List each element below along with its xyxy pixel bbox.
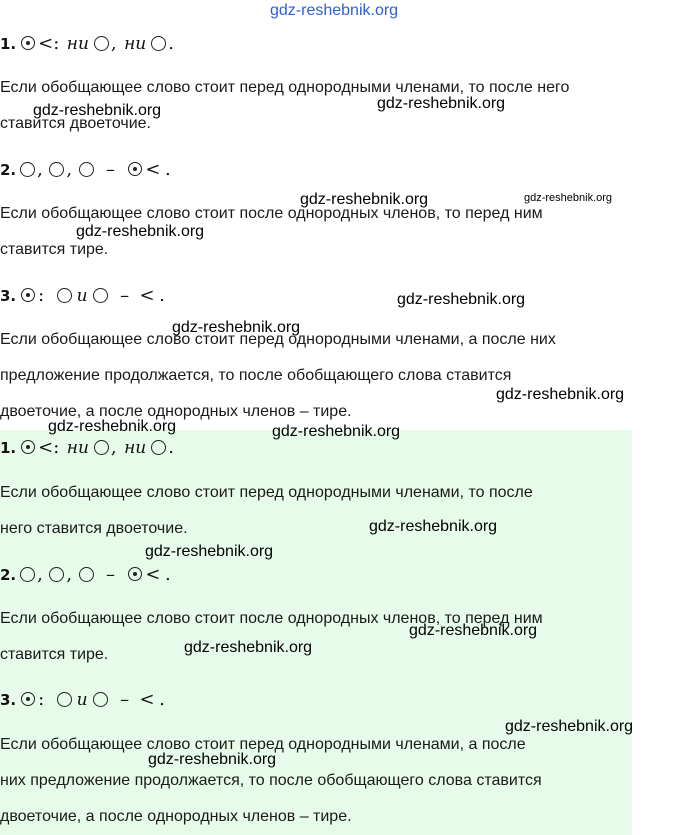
homogeneous-member-icon [79, 567, 94, 582]
homogeneous-member-icon [94, 36, 109, 51]
watermark: gdz-reshebnik.org [524, 192, 613, 204]
generalizing-word-icon [21, 288, 35, 302]
watermark: gdz-reshebnik.org [505, 718, 634, 735]
schema-3: 3. : и – < . [0, 285, 165, 306]
homogeneous-member-icon [151, 36, 166, 51]
watermark: gdz-reshebnik.org [48, 418, 177, 435]
homogeneous-member-icon [79, 162, 94, 177]
generalizing-word-icon [21, 692, 35, 706]
rule-paragraph-3: Если обобщающее слово стоит перед однородными членами, а после них предложение продолжается, то после обобщающего слова ставится двоеточие, а после однородных членов – тире. [0, 331, 556, 420]
homogeneous-member-icon [49, 162, 64, 177]
schema-2: 2. , , – < . [0, 159, 171, 180]
watermark: gdz-reshebnik.org [369, 518, 498, 535]
watermark: gdz-reshebnik.org [184, 639, 313, 656]
homogeneous-member-icon [151, 440, 166, 455]
generalizing-word-icon [128, 567, 142, 581]
schema-3-answer: 3. : и – < . [0, 689, 165, 710]
rule-paragraph-3-answer: Если обобщающее слово стоит перед однородными членами, а после них предложение продолжается, то после обобщающего слова ставится двоеточие, а после однородных членов – тире. [0, 736, 542, 825]
watermark: gdz-reshebnik.org [377, 95, 506, 112]
generalizing-word-icon [21, 36, 35, 50]
homogeneous-member-icon [20, 567, 35, 582]
watermark: gdz-reshebnik.org [409, 622, 538, 639]
generalizing-word-icon [21, 440, 35, 454]
generalizing-word-icon [128, 162, 142, 176]
watermark: gdz-reshebnik.org [300, 191, 429, 208]
header-watermark: gdz-reshebnik.org [270, 2, 399, 19]
watermark: gdz-reshebnik.org [272, 423, 401, 440]
homogeneous-member-icon [20, 162, 35, 177]
homogeneous-member-icon [93, 288, 108, 303]
rule-paragraph-2-answer: Если обобщающее слово стоит после однородных членов, то перед ним ставится тире. [0, 610, 543, 663]
homogeneous-member-icon [93, 692, 108, 707]
rule-paragraph-2: Если обобщающее слово стоит после однородных членов, то перед ним ставится тире. [0, 205, 543, 258]
watermark: gdz-reshebnik.org [33, 102, 162, 119]
homogeneous-member-icon [49, 567, 64, 582]
watermark: gdz-reshebnik.org [496, 386, 625, 403]
watermark: gdz-reshebnik.org [172, 319, 301, 336]
watermark: gdz-reshebnik.org [76, 223, 205, 240]
schema-1-answer: 1. <: ни , ни . [0, 437, 174, 458]
homogeneous-member-icon [57, 692, 72, 707]
schema-2-answer: 2. , , – < . [0, 564, 171, 585]
homogeneous-member-icon [94, 440, 109, 455]
rule-paragraph-1: Если обобщающее слово стоит перед однородными членами, то после него ставится двоеточие. [0, 79, 570, 132]
rule-paragraph-1-answer: Если обобщающее слово стоит перед однородными членами, то после него ставится двоеточие. [0, 484, 533, 537]
watermark: gdz-reshebnik.org [397, 291, 526, 308]
schema-1: 1. <: ни , ни . [0, 33, 174, 54]
homogeneous-member-icon [57, 288, 72, 303]
watermark: gdz-reshebnik.org [148, 751, 277, 768]
watermark: gdz-reshebnik.org [145, 543, 274, 560]
